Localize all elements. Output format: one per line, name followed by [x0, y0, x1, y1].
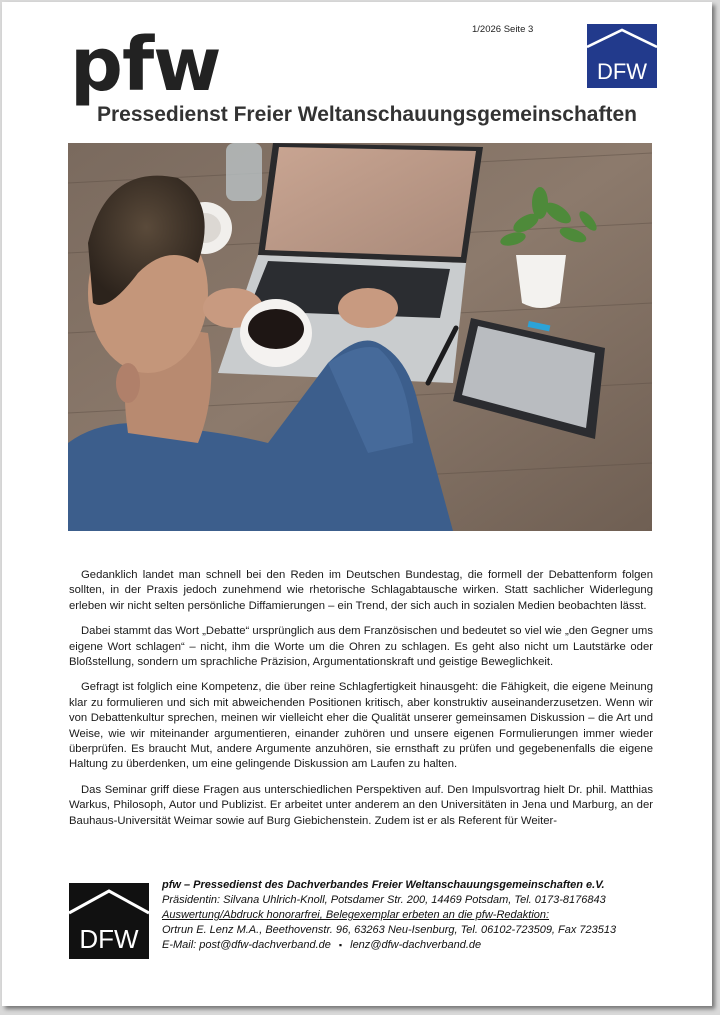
article-paragraph: Gedanklich landet man schnell bei den Reden im Deutschen Bundestag, die formell der Debattenform folgen sollten, in der Praxis jedoch zunehmend wie rhetorische Schlagabtausche wirken. Statt sachlicher Widerlegung erleben wir nicht selten persönliche Diffamierungen – ein Trend, der sich auch in sozialen Medien beobachten lässt.: [69, 569, 653, 612]
article-paragraph: Das Seminar griff diese Fragen aus unterschiedlichen Perspektiven auf. Den Impulsvortrag hielt Dr. phil. Matthias Warkus, Philosoph, Autor und Publizist. Er arbeitet unter anderem an den Universitäten in Jena und Marburg, an der Bauhaus-Universität Weimar sowie auf Burg Giebichenstein. Zudem ist er als Referent für Weiter-: [69, 783, 653, 827]
dfw-logo-text: DFW: [596, 59, 648, 84]
footer-title: pfw – Pressedienst des Dachverbandes Freier Weltanschauungsgemeinschaften e.V.: [162, 879, 605, 891]
footer-email-line: [162, 938, 662, 953]
pfw-logo: pfw: [70, 22, 221, 108]
footer-note: Auswertung/Abdruck honorarfrei, Belegexemplar erbeten an die pfw-Redaktion:: [162, 909, 550, 921]
footer-imprint: [162, 878, 662, 953]
footer-president: Präsidentin: Silvana Uhlrich-Knoll, Potsdamer Str. 200, 14469 Potsdam, Tel. 0173-8176843: [162, 894, 606, 906]
bullet-separator-icon: ▪: [338, 940, 343, 950]
article-paragraph: Gefragt ist folglich eine Kompetenz, die über reine Schlagfertigkeit hinausgeht: die Fähigkeit, die eigene Meinung klar zu formulieren und sich mit abweichenden Positionen kritisch, aber konstruktiv auseinanderzusetzen. Wenn wir von Debattenkultur sprechen, meinen wir vielleicht eher die Qualität unserer gemeinsamen Diskussion – die Art und Weise, wie wir miteinander argumentieren, einander zuhören und unsere eigenen Formulierungen immer wieder überprüfen. Es braucht Mut, andere Argumente anzuhören, sie ernsthaft zu prüfen und gegebenenfalls die eigene Haltung zu überdenken, um eine gelingende Diskussion am Laufen zu halten.: [69, 681, 653, 771]
article-body: [69, 568, 653, 839]
issue-info: 1/2026 Seite 3: [472, 24, 534, 35]
footer-email2-link[interactable]: lenz@dfw-dachverband.de: [350, 939, 482, 951]
page-title: Pressedienst Freier Weltanschauungsgemeinschaften: [97, 103, 637, 126]
dfw-footer-logo-icon: [69, 883, 149, 959]
dfw-logo-icon: [587, 24, 657, 88]
document-page: [2, 2, 712, 1006]
article-paragraph: Dabei stammt das Wort „Debatte“ ursprünglich aus dem Französischen und bedeutet so viel wie „den Gegner ums eigene Wort schlagen“ – nicht, ihm die Worte um die Ohren zu schlagen. Es geht also nicht um Lautstärke oder Bloßstellung, sondern um sprachliche Präzision, Argumentationskraft und geistige Beweglichkeit.: [69, 625, 653, 669]
footer-email-link[interactable]: E-Mail: post@dfw-dachverband.de: [162, 939, 331, 951]
footer-editor: Ortrun E. Lenz M.A., Beethovenstr. 96, 63263 Neu-Isenburg, Tel. 06102-723509, Fax 723513: [162, 924, 617, 936]
dfw-footer-logo-text: DFW: [79, 924, 139, 954]
article-photo: [68, 143, 652, 531]
